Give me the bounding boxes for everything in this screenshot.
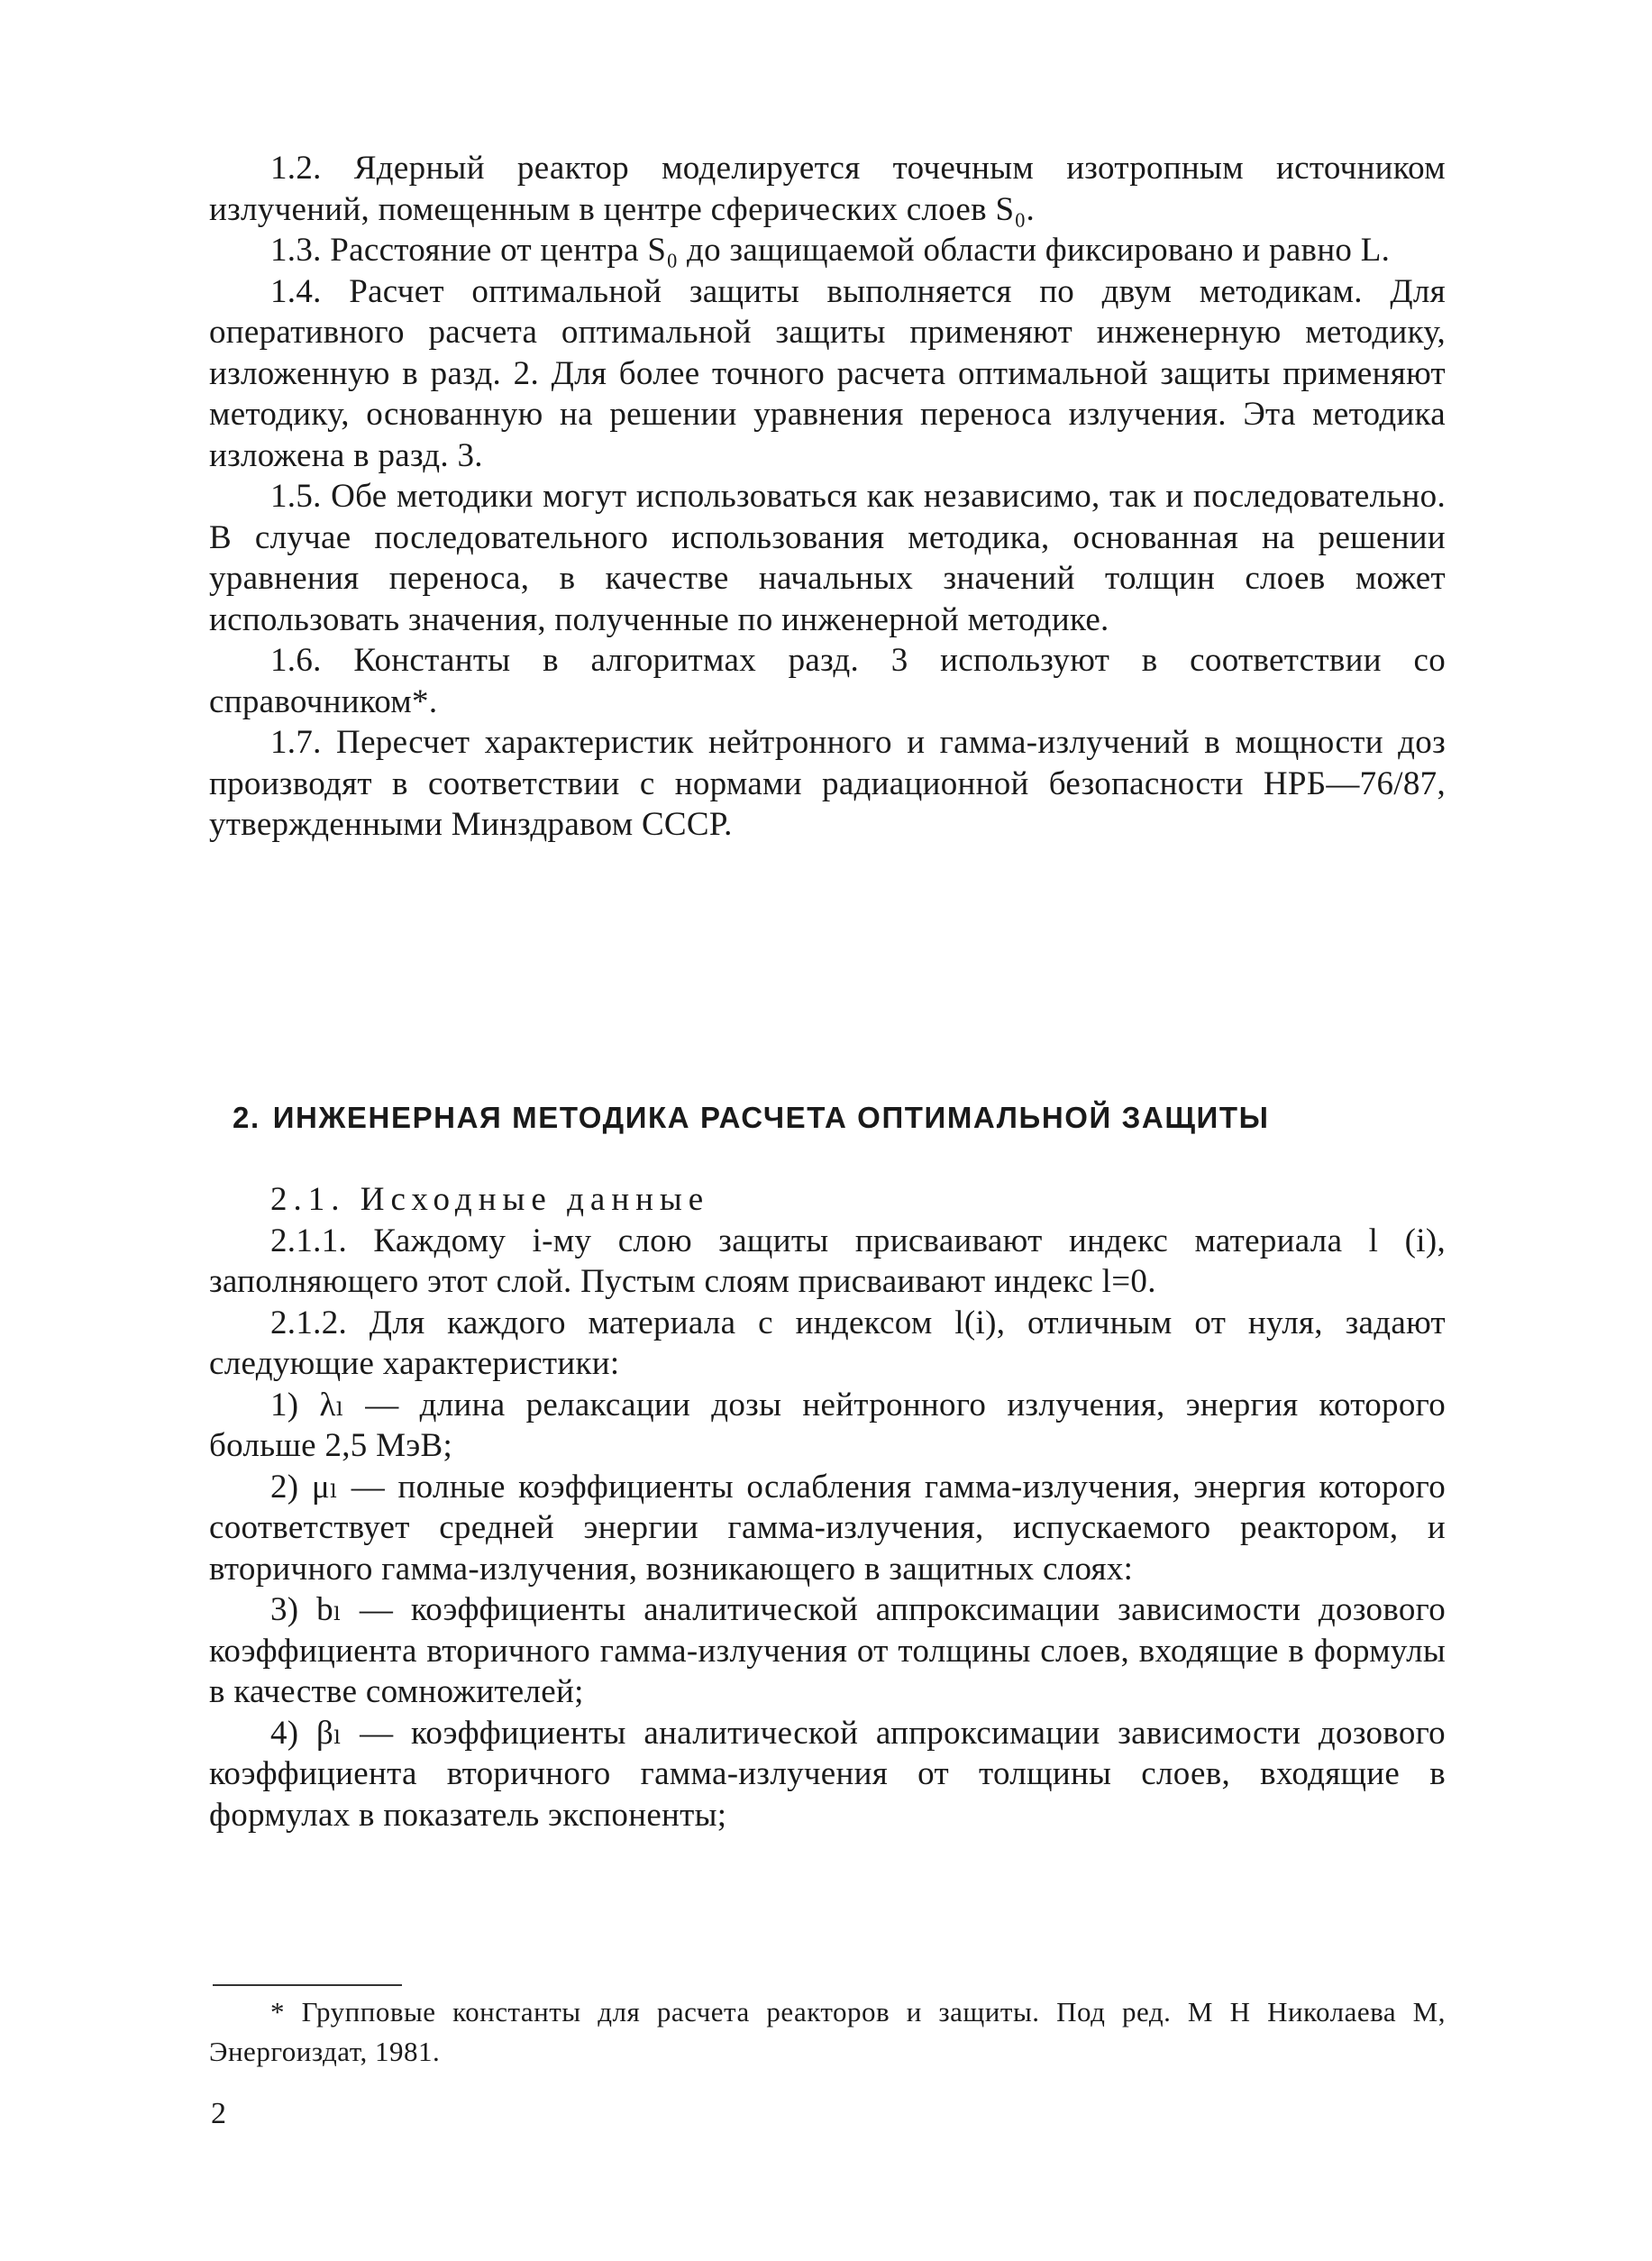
paragraph-2-1-2: 2.1.2. Для каждого материала с индексом l(i), отличным от нуля, задают следующие характеристики: — [209, 1304, 1446, 1382]
page-number: 2 — [211, 2097, 226, 2130]
paragraph-1-5: 1.5. Обе методики могут использоваться как независимо, так и последовательно. В случае последовательного использования методика, основанная на решении уравнения переноса, в качестве начальных значений толщин слоев может использовать значения, полученные по инженерной методике. — [209, 478, 1446, 638]
footnote: * Групповые константы для расчета реакторов и защиты. Под ред. М Н Николаева М, Энергоиздат, 1981. — [209, 1996, 1446, 2067]
section-2-heading — [233, 1100, 1458, 1136]
section-2-text — [209, 1179, 1446, 1835]
list-item-3: 3) bₗ — коэффициенты аналитической аппроксимации зависимости дозового коэффициента вторичного гамма-излучения от толщины слоев, входящие в формулы в качестве сомножителей; — [209, 1591, 1446, 1710]
section-1-text — [209, 148, 1446, 846]
footnote-divider — [213, 1984, 402, 1986]
paragraph-1-6: 1.6. Константы в алгоритмах разд. 3 используют в соответствии со справочником*. — [209, 642, 1446, 720]
paragraph-1-3: 1.3. Расстояние от центра S₀ до защищаемой области фиксировано и равно L. — [270, 232, 1391, 269]
list-item-2: 2) μₗ — полные коэффициенты ослабления гамма-излучения, энергия которого соответствует средней энергии гамма-излучения, испускаемого реактором, и вторичного гамма-излучения, возникающего в защитных слоях: — [209, 1468, 1446, 1588]
section-2-title: ИНЖЕНЕРНАЯ МЕТОДИКА РАСЧЕТА ОПТИМАЛЬНОЙ ЗАЩИТЫ — [272, 1101, 1270, 1134]
paragraph-2-1-1: 2.1.1. Каждому i-му слою защиты присваивают индекс материала l (i), заполняющего этот слой. Пустым слоям присваивают индекс l=0. — [209, 1222, 1446, 1300]
list-item-4: 4) βₗ — коэффициенты аналитической аппроксимации зависимости дозового коэффициента вторичного гамма-излучения от толщины слоев, входящие в формулах в показатель экспоненты; — [209, 1714, 1446, 1834]
paragraph-1-4: 1.4. Расчет оптимальной защиты выполняется по двум методикам. Для оперативного расчета оптимальной защиты применяют инженерную методику, изложенную в разд. 2. Для более точного расчета оптимальной защиты применяют методику, основанную на решении уравнения переноса излучения. Эта методика изложена в разд. 3. — [209, 272, 1446, 474]
list-item-1: 1) λₗ — длина релаксации дозы нейтронного излучения, энергия которого больше 2,5 МэВ; — [209, 1386, 1446, 1464]
paragraph-1-7: 1.7. Пересчет характеристик нейтронного и гамма-излучений в мощности доз производят в соответствии с нормами радиационной безопасности НРБ—76/87, утвержденными Минздравом СССР. — [209, 724, 1446, 843]
paragraph-1-2: 1.2. Ядерный реактор моделируется точечным изотропным источником излучений, помещенным в центре сферических слоев S₀. — [209, 150, 1446, 228]
section-2-number: 2. — [233, 1101, 260, 1134]
subsection-2-1-title: 2.1. Исходные данные — [270, 1181, 710, 1218]
